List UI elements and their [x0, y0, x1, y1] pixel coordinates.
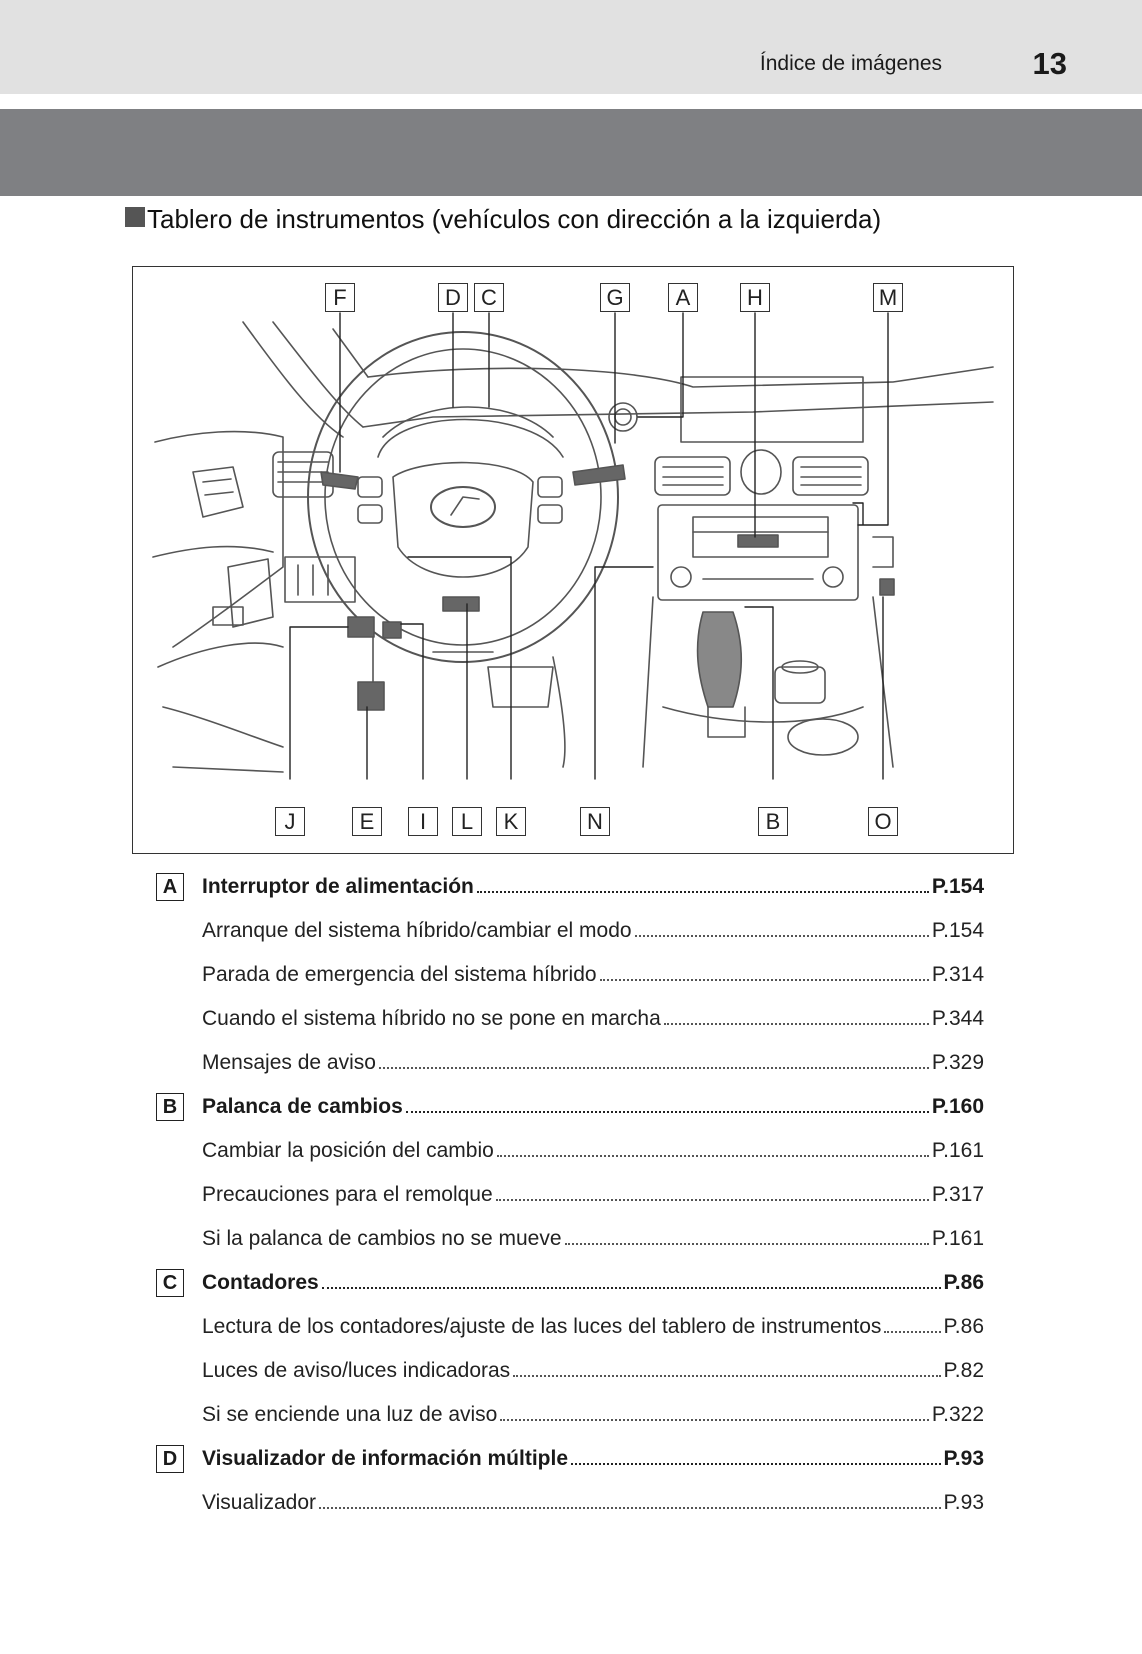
sub-entry-label: Cambiar la posición del cambio [202, 1139, 494, 1162]
sub-entry-row [152, 1482, 984, 1526]
leader-dots [664, 1023, 929, 1025]
sub-entry-page-ref: P.82 [943, 1359, 984, 1382]
entry-C [152, 1262, 984, 1438]
leader-dots [497, 1155, 929, 1157]
sub-entry-page-ref: P.93 [943, 1491, 984, 1514]
sub-entry-row [152, 954, 984, 998]
leader-dots [319, 1507, 940, 1509]
callout-E: E [352, 807, 382, 836]
sub-entry-row [152, 1218, 984, 1262]
sub-entry-label: Visualizador [202, 1491, 317, 1514]
leader-dots [500, 1419, 928, 1421]
sub-entry-label: Cuando el sistema híbrido no se pone en marcha [202, 1007, 661, 1030]
sub-entry-label: Si se enciende una luz de aviso [202, 1403, 498, 1426]
sub-entry-row [152, 1130, 984, 1174]
index-entries [152, 866, 984, 1526]
header-band [0, 0, 1142, 94]
section-title-text: Tablero de instrumentos (vehículos con dirección a la izquierda) [147, 204, 882, 234]
leader-dots [884, 1331, 940, 1333]
callout-L: L [452, 807, 482, 836]
sub-entry-label: Parada de emergencia del sistema híbrido [202, 963, 597, 986]
main-entry-row [152, 1262, 984, 1306]
leader-dots [322, 1287, 941, 1289]
sub-entry-label: Arranque del sistema híbrido/cambiar el modo [202, 919, 632, 942]
leader-dots [600, 979, 929, 981]
sub-entry-row [152, 1042, 984, 1086]
sub-entry-label: Si la palanca de cambios no se mueve [202, 1227, 562, 1250]
callout-N: N [580, 807, 610, 836]
sub-entry-row [152, 1394, 984, 1438]
callout-B: B [758, 807, 788, 836]
section-square-icon [125, 207, 145, 227]
entry-label: Contadores [202, 1271, 319, 1294]
entry-letter-badge: C [156, 1269, 184, 1297]
entry-page-ref: P.154 [931, 875, 984, 898]
leader-dots [635, 935, 929, 937]
sub-entry-label: Lectura de los contadores/ajuste de las luces del tablero de instrumentos [202, 1315, 882, 1338]
callout-G: G [600, 283, 630, 312]
entry-letter-badge: B [156, 1093, 184, 1121]
main-entry-row [152, 1086, 984, 1130]
page-number: 13 [1032, 46, 1067, 81]
main-entry-row [152, 866, 984, 910]
sub-entry-label: Mensajes de aviso [202, 1051, 376, 1074]
sub-entry-row [152, 910, 984, 954]
entry-label: Interruptor de alimentación [202, 875, 474, 898]
entry-page-ref: P.93 [943, 1447, 984, 1470]
callout-M: M [873, 283, 903, 312]
section-title [125, 204, 881, 235]
chapter-title: Índice de imágenes [759, 52, 942, 75]
callout-D: D [438, 283, 468, 312]
leader-dots [565, 1243, 929, 1245]
callout-I: I [408, 807, 438, 836]
sub-entry-row [152, 998, 984, 1042]
entry-label: Visualizador de información múltiple [202, 1447, 569, 1470]
leader-dots [477, 891, 929, 893]
callout-H: H [740, 283, 770, 312]
sub-entry-page-ref: P.154 [931, 919, 984, 942]
sub-entry-page-ref: P.86 [943, 1315, 984, 1338]
dashboard-illustration [132, 266, 1014, 854]
entry-label: Palanca de cambios [202, 1095, 403, 1118]
entry-B [152, 1086, 984, 1262]
callout-C: C [474, 283, 504, 312]
sub-entry-page-ref: P.329 [931, 1051, 984, 1074]
leader-dots [379, 1067, 929, 1069]
entry-D [152, 1438, 984, 1526]
sub-entry-page-ref: P.344 [931, 1007, 984, 1030]
sub-entry-page-ref: P.161 [931, 1227, 984, 1250]
sub-entry-page-ref: P.314 [931, 963, 984, 986]
entry-page-ref: P.160 [931, 1095, 984, 1118]
callout-O: O [868, 807, 898, 836]
gray-band [0, 109, 1142, 196]
sub-entry-row [152, 1350, 984, 1394]
sub-entry-label: Luces de aviso/luces indicadoras [202, 1359, 511, 1382]
callout-K: K [496, 807, 526, 836]
entry-page-ref: P.86 [943, 1271, 984, 1294]
callout-J: J [275, 807, 305, 836]
sub-entry-page-ref: P.317 [931, 1183, 984, 1206]
sub-entry-label: Precauciones para el remolque [202, 1183, 493, 1206]
leader-dots [496, 1199, 929, 1201]
sub-entry-row [152, 1174, 984, 1218]
sub-entry-page-ref: P.161 [931, 1139, 984, 1162]
callout-A: A [668, 283, 698, 312]
leader-dots [406, 1111, 929, 1113]
dashboard-drawing [133, 267, 1013, 853]
sub-entry-row [152, 1306, 984, 1350]
leader-dots [513, 1375, 940, 1377]
sub-entry-page-ref: P.322 [931, 1403, 984, 1426]
main-entry-row [152, 1438, 984, 1482]
entry-letter-badge: D [156, 1445, 184, 1473]
entry-A [152, 866, 984, 1086]
entry-letter-badge: A [156, 873, 184, 901]
leader-dots [571, 1463, 940, 1465]
callout-F: F [325, 283, 355, 312]
